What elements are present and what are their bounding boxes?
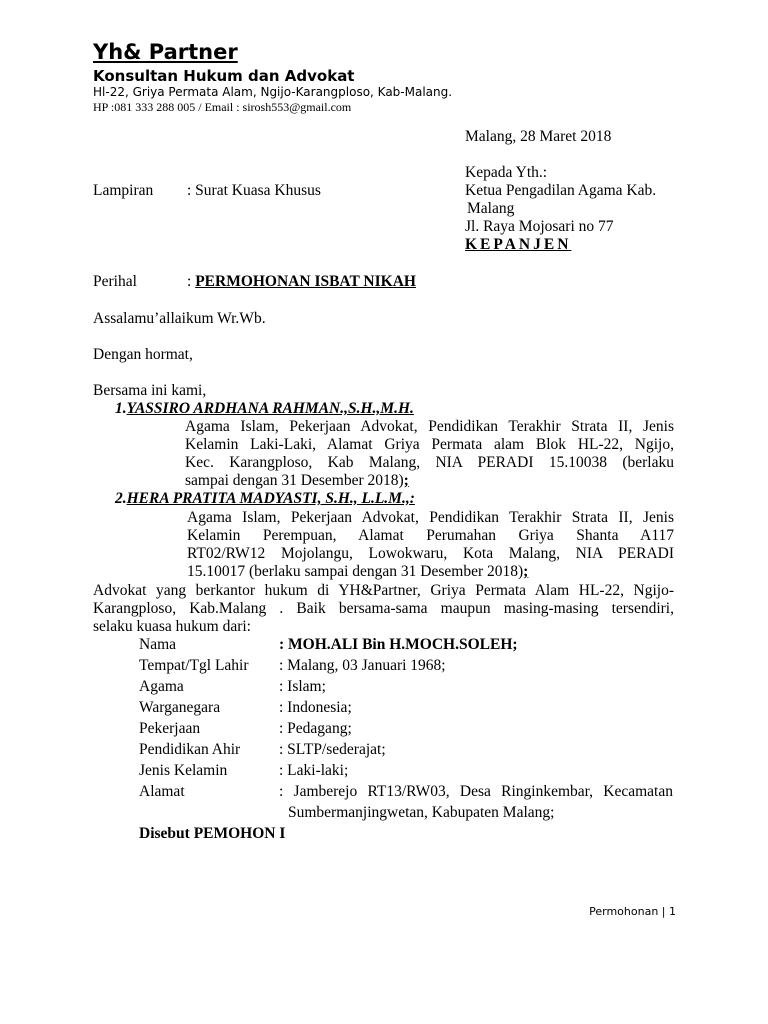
recipient-line-1: Ketua Pengadilan Agama Kab. — [465, 182, 657, 199]
client-value: : Laki-laki; — [279, 762, 349, 779]
recipient-line-2: Malang — [467, 200, 515, 217]
client-address-cont: Sumbermanjingwetan, Kabupaten Malang; — [288, 804, 555, 821]
lawyer-2-heading — [115, 490, 415, 508]
client-value: : Islam; — [279, 678, 326, 695]
lawyer-2-line-last — [187, 563, 528, 581]
subject-label: Perihal — [93, 273, 137, 290]
lawyer-2-line: RT02/RW12 Mojolangu, Lowokwaru, Kota Malang, NIA PERADI — [187, 545, 674, 562]
client-label: Nama — [139, 636, 177, 653]
lawyer-1-heading — [115, 400, 414, 418]
lawyer-1-line: Agama Islam, Pekerjaan Advokat, Pendidikan Terakhir Strata II, Jenis — [185, 418, 674, 435]
lawyer-1-line: Kec. Karangploso, Kab Malang, NIA PERADI 15.10038 (berlaku — [185, 454, 674, 471]
lawyer-2-line: Kelamin Perempuan, Alamat Perumahan Griya Shanta A117 — [187, 527, 674, 544]
client-value: : Indonesia; — [279, 699, 352, 716]
letter-date: Malang, 28 Maret 2018 — [465, 128, 612, 145]
client-label: Warganegara — [139, 699, 221, 716]
client-value-address: : Jamberejo RT13/RW03, Desa Ringinkembar, Kecamatan — [279, 783, 673, 800]
client-value: : SLTP/sederajat; — [279, 741, 386, 758]
subject-line — [187, 273, 416, 291]
client-label: Jenis Kelamin — [139, 762, 228, 779]
lawyer-2-number: 2. — [115, 490, 127, 507]
lawyer-1-number: 1. — [115, 400, 127, 417]
client-label: Pekerjaan — [139, 720, 201, 737]
office-paragraph-line: selaku kuasa hukum dari: — [93, 618, 251, 635]
firm-contact: HP :081 333 288 005 / Email : sirosh553@gmail.com — [93, 100, 352, 114]
client-label: Alamat — [139, 783, 185, 800]
client-label: Pendidikan Ahir — [139, 741, 241, 758]
firm-name: Yh& Partner — [93, 40, 238, 64]
client-value: : Malang, 03 Januari 1968; — [279, 657, 446, 674]
subject-prefix: : — [187, 273, 196, 290]
lawyer-1-line: Kelamin Laki-Laki, Alamat Griya Permata alam Blok HL-22, Ngijo, — [185, 436, 674, 453]
office-paragraph-line: Advokat yang berkantor hukum di YH&Partner, Griya Permata Alam HL-22, Ngijo- — [93, 582, 674, 599]
recipient-line-3: Jl. Raya Mojosari no 77 — [465, 218, 614, 235]
greeting: Assalamu’allaikum Wr.Wb. — [93, 310, 266, 327]
lawyer-2-name: HERA PRATITA MADYASTI, S.H., L.L.M.,: — [126, 490, 415, 507]
lawyer-1-name: YASSIRO ARDHANA RAHMAN.,S.H.,M.H. — [126, 400, 414, 417]
client-label: Tempat/Tgl Lahir — [139, 657, 249, 674]
office-paragraph-line: Karangploso, Kab.Malang . Baik bersama-sama maupun masing-masing tersendiri, — [93, 600, 674, 617]
client-value: : Pedagang; — [279, 720, 352, 737]
lawyer-2-line-text: 15.10017 (berlaku sampai dengan 31 Desember 2018) — [187, 563, 524, 580]
lawyer-2-line: Agama Islam, Pekerjaan Advokat, Pendidikan Terakhir Strata II, Jenis — [187, 509, 674, 526]
lawyer-1-line-text: sampai dengan 31 Desember 2018) — [185, 472, 404, 489]
client-label: Agama — [139, 678, 184, 695]
client-value-name: : MOH.ALI Bin H.MOCH.SOLEH; — [279, 636, 518, 653]
intro: Bersama ini kami, — [93, 382, 207, 399]
lawyer-1-line-last — [185, 472, 409, 490]
attachment-value: : Surat Kuasa Khusus — [187, 182, 321, 199]
opening: Dengan hormat, — [93, 346, 193, 363]
lawyer-2-end-mark: ; — [523, 563, 529, 580]
firm-address: Hl-22, Griya Permata Alam, Ngijo-Karangploso, Kab-Malang. — [93, 85, 453, 99]
recipient-city: KEPANJEN — [465, 236, 572, 253]
lawyer-1-end-mark: ; — [403, 472, 409, 489]
attachment-label: Lampiran — [93, 182, 154, 199]
page-footer: Permohonan | 1 — [589, 905, 676, 918]
subject-value: PERMOHONAN ISBAT NIKAH — [195, 273, 416, 290]
designation: Disebut PEMOHON I — [139, 825, 286, 842]
firm-subtitle: Konsultan Hukum dan Advokat — [93, 67, 355, 85]
recipient-salutation: Kepada Yth.: — [465, 164, 548, 181]
